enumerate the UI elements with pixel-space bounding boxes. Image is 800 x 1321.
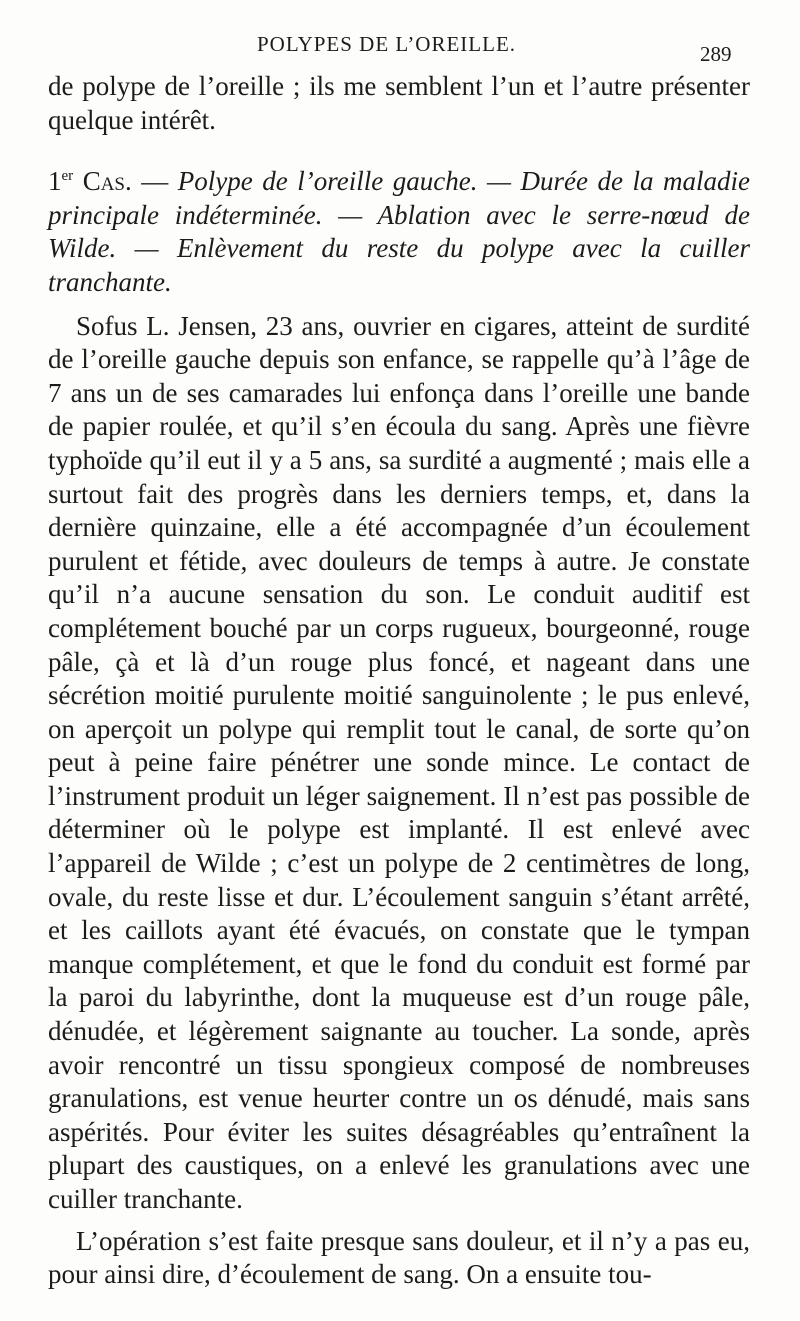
opening-paragraph: de polype de l’oreille ; ils me semblent l’un et l’autre présenter quelque intérêt. bbox=[48, 71, 750, 135]
case-dash: — bbox=[131, 166, 178, 197]
case-label: Cas. bbox=[82, 166, 132, 197]
case-heading bbox=[48, 165, 750, 299]
operation-paragraph: L’opération s’est faite presque sans douleur, et il n’y a pas eu, pour ainsi dire, d’écoulement de sang. On a ensuite tou- bbox=[48, 1225, 750, 1290]
body-text bbox=[48, 70, 750, 1292]
case-title: Polype de l’oreille gauche. — Durée de la maladie principale indéterminée. — Ablation avec le serre-nœud de Wilde. — Enlèvement du reste du polype avec la cuiller tranchante. bbox=[48, 166, 751, 297]
running-header bbox=[0, 32, 800, 66]
case-number-superscript: er bbox=[61, 168, 74, 185]
page-number: 289 bbox=[700, 42, 732, 66]
case-description-paragraph: Sofus L. Jensen, 23 ans, ouvrier en cigares, atteint de surdité de l’oreille gauche depuis son enfance, se rappelle qu’à l’âge de 7 ans un de ses camarades lui enfonça dans l’oreille une bande de papier roulée, et qu’il s’en écoula du sang. Après une fièvre typhoïde qu’il eut il y a 5 ans, sa surdité a augmenté ; mais elle a surtout fait des progrès dans les derniers temps, et, dans la dernière quinzaine, elle a été accompagnée d’un écoulement purulent et fétide, avec douleurs de temps à autre. Je constate qu’il n’a aucune sensation du son. Le conduit auditif est complétement bouché par un corps rugueux, bourgeonné, rouge pâle, çà et là d’un rouge plus foncé, et nageant dans une sécrétion moitié purulente moitié sanguinolente ; le pus enlevé, on aperçoit un polype qui remplit tout le canal, de sorte qu’on peut à peine faire pénétrer une sonde mince. Le contact de l’instrument produit un léger saignement. Il n’est pas possible de déterminer où le polype est implanté. Il est enlevé avec l’appareil de Wilde ; c’est un polype de 2 centimètres de long, ovale, du reste lisse et dur. L’écoulement sanguin s’étant arrêté, et les caillots ayant été évacués, on constate que le tympan manque complétement, et que le fond du conduit est formé par la paroi du labyrinthe, dont la muqueuse est d’un rouge pâle, dénudée, et légèrement saignante au toucher. La sonde, après avoir rencontré un tissu spongieux composé de nombreuses granulations, est venue heurter contre un os dénudé, mais sans aspérités. Pour éviter les suites désagréables qu’entraînent la plupart des caustiques, on a enlevé les granulations avec une cuiller tranchante. bbox=[48, 310, 750, 1214]
case-number: 1er bbox=[48, 166, 74, 197]
running-title: POLYPES DE L’OREILLE. bbox=[257, 32, 517, 56]
